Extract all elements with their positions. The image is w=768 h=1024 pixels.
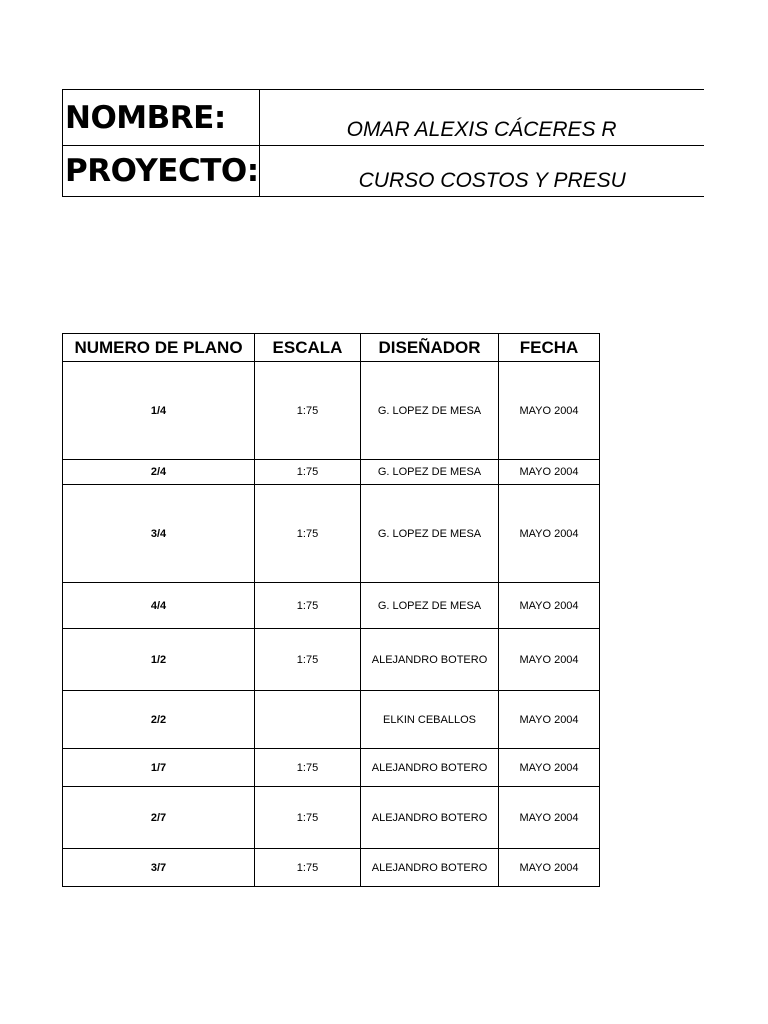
table-row [63, 691, 600, 749]
table-row [63, 485, 600, 583]
plans-table-header-row [63, 334, 600, 362]
cell-numero: 1/2 [63, 629, 255, 691]
column-header-fecha: FECHA [499, 334, 600, 362]
cell-disenador: ALEJANDRO BOTERO [361, 787, 499, 849]
cell-disenador: ALEJANDRO BOTERO [361, 849, 499, 887]
cell-fecha: MAYO 2004 [499, 583, 600, 629]
nombre-value: OMAR ALEXIS CÁCERES R [259, 90, 704, 146]
table-row [63, 460, 600, 485]
cell-fecha: MAYO 2004 [499, 485, 600, 583]
cell-numero: 3/4 [63, 485, 255, 583]
table-row [63, 787, 600, 849]
table-row [63, 362, 600, 460]
cell-disenador: G. LOPEZ DE MESA [361, 460, 499, 485]
cell-numero: 2/7 [63, 787, 255, 849]
column-header-disenador: DISEÑADOR [361, 334, 499, 362]
cell-escala [255, 691, 361, 749]
cell-escala: 1:75 [255, 362, 361, 460]
cell-escala: 1:75 [255, 460, 361, 485]
cell-fecha: MAYO 2004 [499, 849, 600, 887]
table-row [63, 629, 600, 691]
cell-numero: 2/4 [63, 460, 255, 485]
plans-table [62, 333, 600, 887]
cell-fecha: MAYO 2004 [499, 629, 600, 691]
proyecto-row [63, 146, 704, 197]
table-row [63, 749, 600, 787]
cell-escala: 1:75 [255, 849, 361, 887]
cell-fecha: MAYO 2004 [499, 460, 600, 485]
cell-disenador: G. LOPEZ DE MESA [361, 583, 499, 629]
cell-disenador: G. LOPEZ DE MESA [361, 362, 499, 460]
nombre-label: NOMBRE: [63, 90, 260, 146]
header-info-table [62, 89, 704, 197]
cell-numero: 3/7 [63, 849, 255, 887]
cell-escala: 1:75 [255, 787, 361, 849]
cell-fecha: MAYO 2004 [499, 691, 600, 749]
cell-numero: 1/4 [63, 362, 255, 460]
table-row [63, 583, 600, 629]
column-header-numero-de-plano: NUMERO DE PLANO [63, 334, 255, 362]
proyecto-value: CURSO COSTOS Y PRESU [259, 146, 704, 197]
cell-escala: 1:75 [255, 485, 361, 583]
cell-disenador: ELKIN CEBALLOS [361, 691, 499, 749]
cell-disenador: ALEJANDRO BOTERO [361, 749, 499, 787]
cell-escala: 1:75 [255, 749, 361, 787]
cell-disenador: G. LOPEZ DE MESA [361, 485, 499, 583]
cell-fecha: MAYO 2004 [499, 362, 600, 460]
proyecto-label: PROYECTO: [63, 146, 260, 197]
cell-fecha: MAYO 2004 [499, 787, 600, 849]
cell-numero: 1/7 [63, 749, 255, 787]
cell-numero: 2/2 [63, 691, 255, 749]
column-header-escala: ESCALA [255, 334, 361, 362]
cell-fecha: MAYO 2004 [499, 749, 600, 787]
cell-disenador: ALEJANDRO BOTERO [361, 629, 499, 691]
cell-escala: 1:75 [255, 629, 361, 691]
table-row [63, 849, 600, 887]
cell-escala: 1:75 [255, 583, 361, 629]
cell-numero: 4/4 [63, 583, 255, 629]
nombre-row [63, 90, 704, 146]
